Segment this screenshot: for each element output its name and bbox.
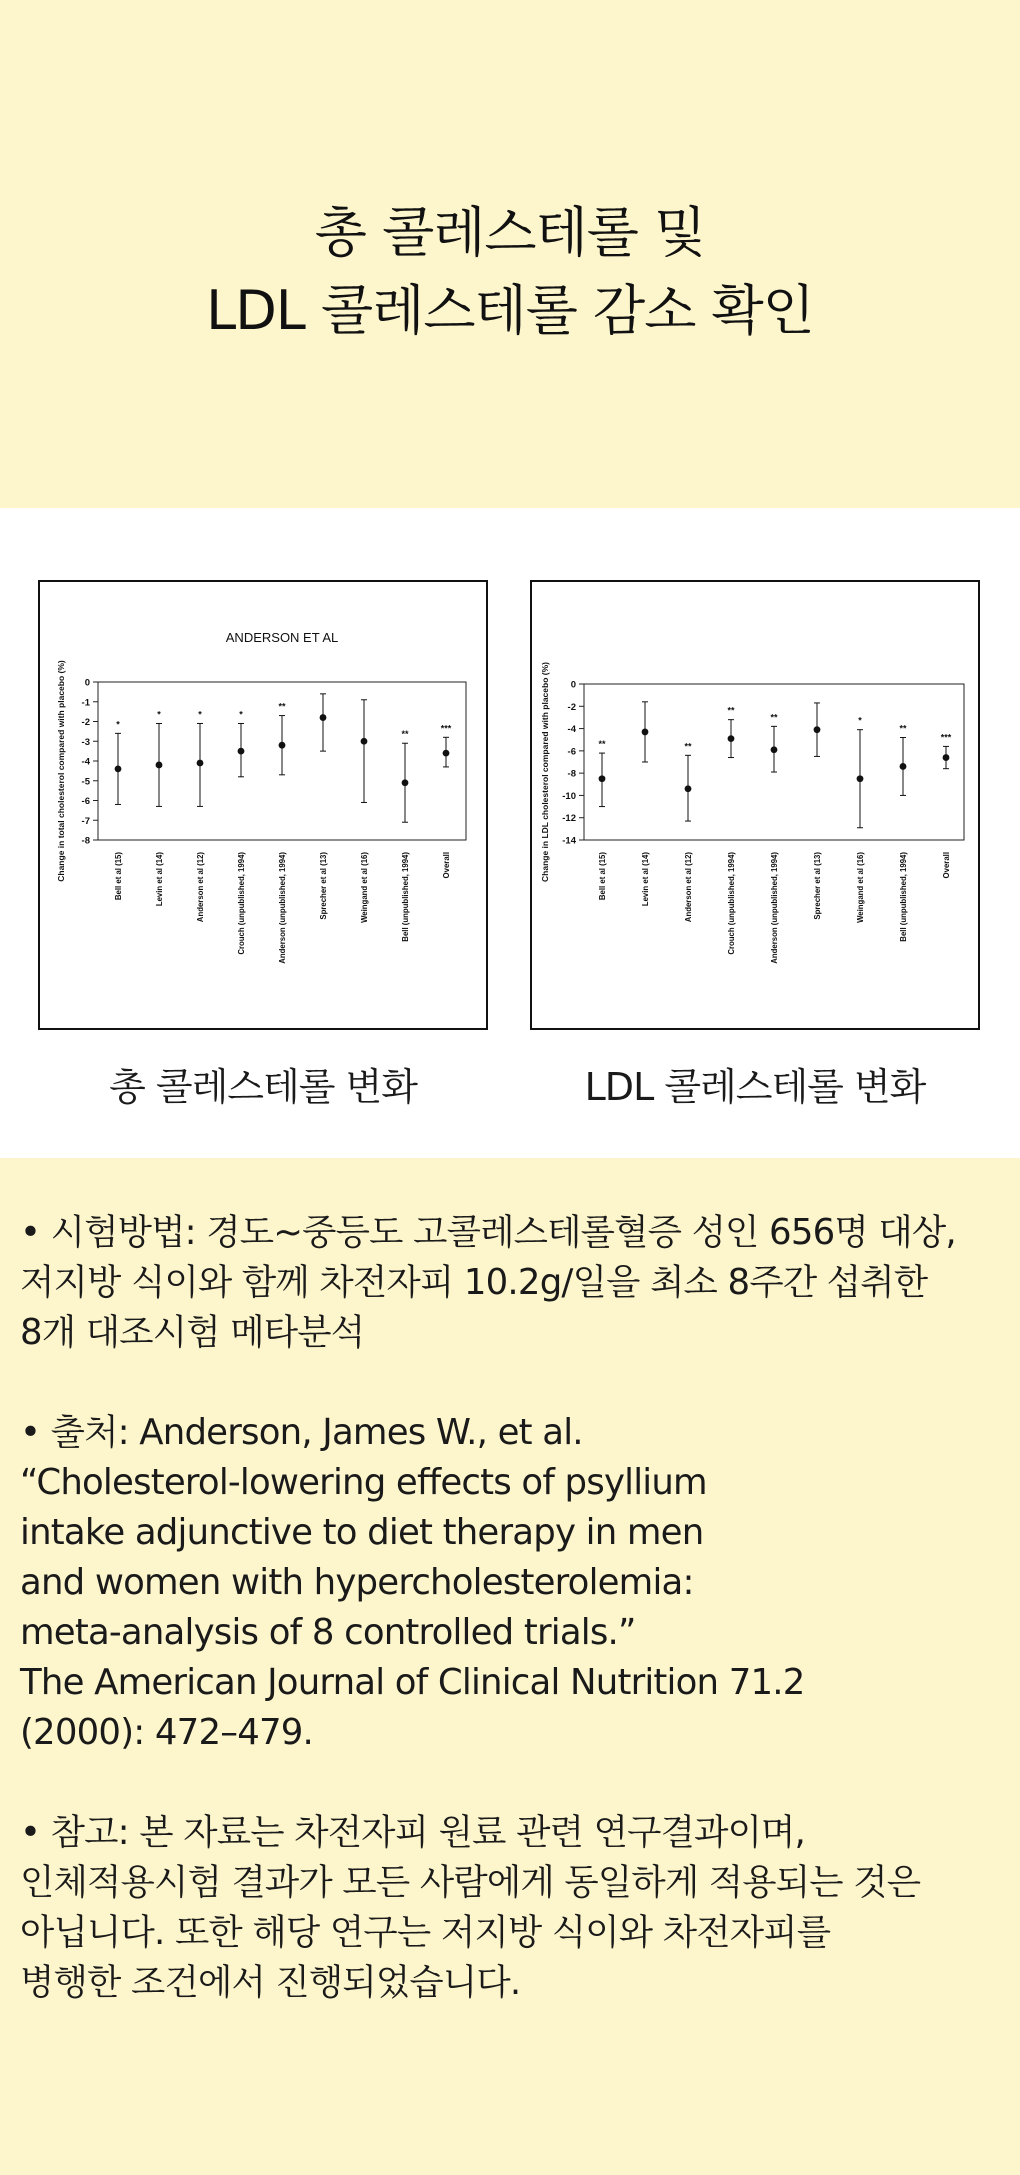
category-label: Bell et al (15) bbox=[114, 852, 123, 901]
note-line: 아닙니다. 또한 해당 연구는 저지방 식이와 차전자피를 bbox=[20, 1912, 831, 1953]
chart-title: ANDERSON ET AL bbox=[225, 630, 339, 645]
significance-marker: *** bbox=[940, 732, 952, 743]
significance-marker: * bbox=[858, 715, 862, 726]
charts-section bbox=[0, 508, 1020, 1158]
category-label: Overall bbox=[442, 852, 451, 879]
ldl-cholesterol-chart-panel bbox=[530, 580, 980, 1030]
y-tick-label: -5 bbox=[81, 776, 90, 788]
significance-marker: ** bbox=[899, 723, 907, 734]
data-point bbox=[361, 738, 368, 745]
source-line: and women with hypercholesterolemia: bbox=[20, 1562, 694, 1603]
source-line: • 출처: Anderson, James W., et al. bbox=[20, 1412, 583, 1453]
y-axis-label: Change in LDL cholesterol compared with placebo (%) bbox=[540, 662, 550, 882]
significance-marker: ** bbox=[598, 739, 606, 750]
data-point bbox=[685, 785, 692, 792]
category-label: Weingand et al (16) bbox=[360, 852, 369, 923]
y-tick-label: -3 bbox=[81, 736, 90, 748]
y-tick-label: -6 bbox=[81, 796, 90, 807]
source-line: “Cholesterol-lowering effects of psyllium bbox=[20, 1462, 707, 1503]
note-line: 병행한 조건에서 진행되었습니다. bbox=[20, 1962, 521, 2003]
category-label: Bell (unpublished, 1994) bbox=[401, 852, 410, 942]
method-line: 저지방 식이와 함께 차전자피 10.2g/일을 최소 8주간 섭취한 bbox=[20, 1262, 928, 1303]
method-paragraph bbox=[20, 1208, 1002, 1358]
category-label: Weingand et al (16) bbox=[856, 852, 865, 923]
note-line: 인체적용시험 결과가 모든 사람에게 동일하게 적용되는 것은 bbox=[20, 1862, 921, 1903]
significance-marker: * bbox=[116, 719, 120, 730]
significance-marker: *** bbox=[440, 723, 452, 734]
y-tick-label: -8 bbox=[81, 835, 90, 847]
y-tick-label: -14 bbox=[562, 835, 576, 847]
significance-marker: ** bbox=[770, 712, 778, 723]
data-point bbox=[197, 760, 204, 767]
category-label: Bell et al (15) bbox=[598, 852, 607, 901]
y-axis-label: Change in total cholesterol compared with placebo (%) bbox=[56, 660, 66, 882]
y-tick-label: -2 bbox=[81, 717, 90, 728]
data-point bbox=[279, 742, 286, 749]
y-tick-label: -6 bbox=[567, 746, 576, 758]
source-line: (2000): 472–479. bbox=[20, 1712, 314, 1753]
significance-marker: ** bbox=[278, 701, 286, 712]
data-point bbox=[402, 779, 409, 786]
y-tick-label: -8 bbox=[567, 768, 576, 780]
note-line: • 참고: 본 자료는 차전자피 원료 관련 연구결과이며, bbox=[20, 1812, 806, 1853]
y-tick-label: -7 bbox=[81, 815, 90, 827]
data-point bbox=[443, 750, 450, 757]
total-cholesterol-chart-panel bbox=[38, 580, 488, 1030]
category-label: Crouch (unpublished, 1994) bbox=[727, 852, 736, 955]
y-tick-label: -4 bbox=[81, 756, 90, 768]
ldl-cholesterol-chart bbox=[532, 582, 978, 1028]
category-label: Levin et al (14) bbox=[641, 852, 650, 907]
category-label: Levin et al (14) bbox=[155, 852, 164, 907]
y-tick-label: -4 bbox=[567, 724, 576, 736]
source-line: meta-analysis of 8 controlled trials.” bbox=[20, 1612, 636, 1653]
data-point bbox=[115, 766, 122, 773]
data-point bbox=[728, 735, 735, 742]
data-point bbox=[599, 775, 606, 782]
category-label: Overall bbox=[942, 852, 951, 879]
data-point bbox=[642, 729, 649, 736]
page-title-line-1: 총 콜레스테롤 및 bbox=[314, 201, 706, 264]
y-tick-label: 0 bbox=[570, 679, 576, 691]
category-label: Crouch (unpublished, 1994) bbox=[237, 852, 246, 955]
category-label: Anderson et al (12) bbox=[684, 852, 693, 923]
method-line: 8개 대조시험 메타분석 bbox=[20, 1312, 365, 1353]
data-point bbox=[156, 762, 163, 769]
data-point bbox=[900, 763, 907, 770]
y-tick-label: -2 bbox=[567, 701, 576, 713]
y-tick-label: -1 bbox=[81, 697, 90, 709]
note-paragraph bbox=[20, 1808, 1002, 2008]
significance-marker: ** bbox=[684, 741, 692, 752]
significance-marker: * bbox=[198, 709, 202, 720]
y-tick-label: -12 bbox=[562, 813, 576, 825]
category-label: Bell (unpublished, 1994) bbox=[899, 852, 908, 942]
source-line: intake adjunctive to diet therapy in men bbox=[20, 1512, 704, 1553]
significance-marker: ** bbox=[727, 705, 735, 716]
category-label: Anderson et al (12) bbox=[196, 852, 205, 923]
data-point bbox=[857, 775, 864, 782]
data-point bbox=[238, 748, 245, 755]
total-cholesterol-chart bbox=[40, 582, 486, 1028]
page-title-line-2: LDL 콜레스테롤 감소 확인 bbox=[206, 279, 814, 342]
category-label: Anderson (unpublished, 1994) bbox=[278, 852, 287, 964]
y-tick-label: 0 bbox=[84, 677, 90, 689]
info-section bbox=[0, 1158, 1020, 2008]
data-point bbox=[771, 746, 778, 753]
source-line: The American Journal of Clinical Nutrition 71.2 bbox=[20, 1662, 805, 1703]
source-paragraph bbox=[20, 1408, 1002, 1758]
significance-marker: ** bbox=[401, 729, 409, 740]
significance-marker: * bbox=[239, 709, 243, 720]
category-label: Anderson (unpublished, 1994) bbox=[770, 852, 779, 964]
header-section bbox=[0, 0, 1020, 508]
method-line: • 시험방법: 경도~중등도 고콜레스테롤혈증 성인 656명 대상, bbox=[20, 1212, 956, 1253]
category-label: Sprecher et al (13) bbox=[813, 852, 822, 920]
y-tick-label: -10 bbox=[562, 790, 576, 802]
category-label: Sprecher et al (13) bbox=[319, 852, 328, 920]
significance-marker: * bbox=[157, 709, 161, 720]
data-point bbox=[943, 754, 950, 761]
data-point bbox=[814, 726, 821, 733]
total-cholesterol-caption: 총 콜레스테롤 변화 bbox=[109, 1065, 417, 1109]
ldl-cholesterol-caption: LDL 콜레스테롤 변화 bbox=[584, 1065, 926, 1109]
data-point bbox=[320, 714, 327, 721]
